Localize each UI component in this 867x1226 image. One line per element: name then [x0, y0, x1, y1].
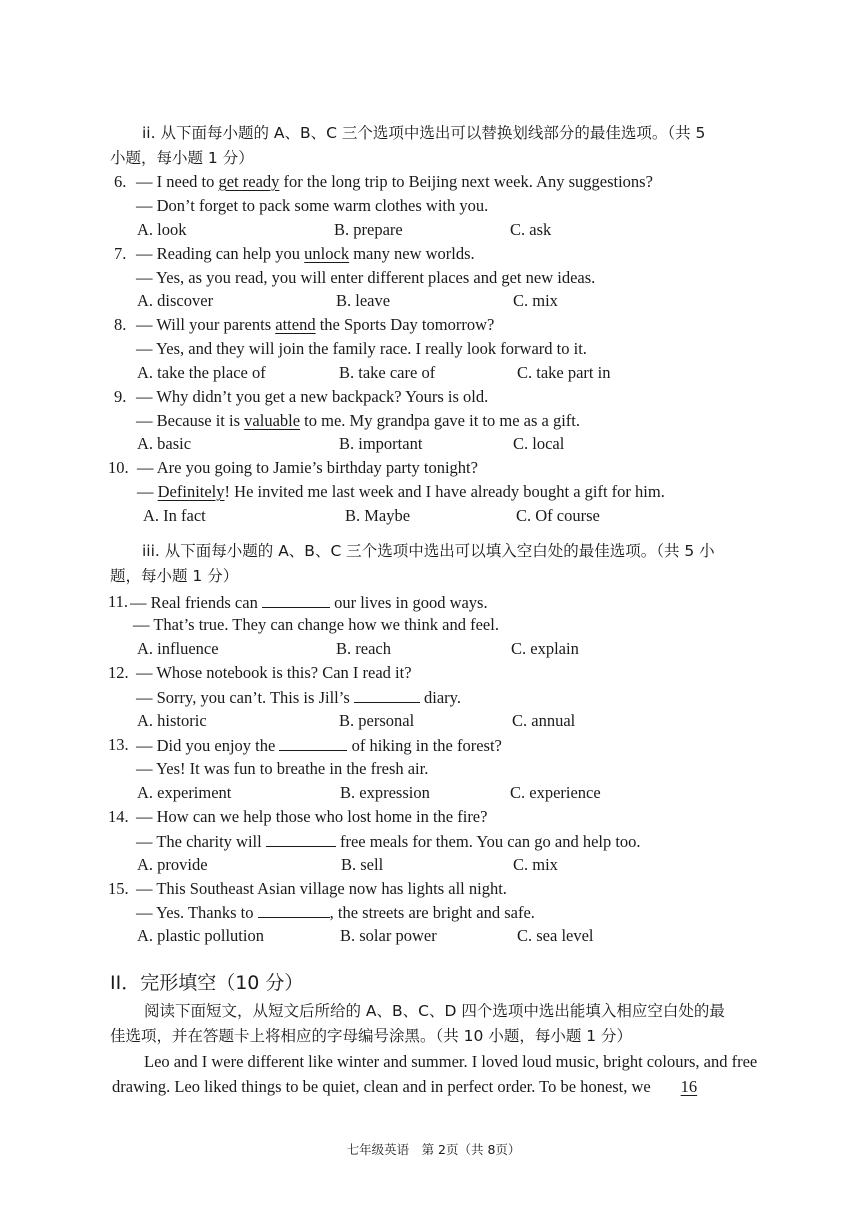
q6-line2: — Don’t forget to pack some warm clothes with you. — [136, 196, 489, 215]
q14-number: 14. — [108, 807, 129, 826]
q10-underlined: Definitely — [157, 482, 225, 501]
q12-option-c: C. annual — [512, 711, 576, 730]
q8-option-b: B. take care of — [339, 363, 436, 382]
q8-option-a: A. take the place of — [137, 363, 266, 382]
q10-option-c: C. Of course — [516, 506, 600, 525]
q14-line1: — How can we help those who lost home in the fire? — [136, 807, 488, 826]
q9-option-c: C. local — [513, 434, 565, 453]
q11-option-b: B. reach — [336, 639, 391, 658]
q7-number: 7. — [114, 244, 127, 263]
q7-line2: — Yes, as you read, you will enter different places and get new ideas. — [136, 268, 596, 287]
q15-option-c: C. sea level — [517, 926, 594, 945]
q10-line2: — Definitely! He invited me last week and I have already bought a gift for him. — [137, 482, 665, 501]
q14-blank — [266, 831, 336, 847]
q7-option-a: A. discover — [137, 291, 214, 310]
q12-line1: — Whose notebook is this? Can I read it? — [136, 663, 412, 682]
q15-blank — [258, 902, 330, 918]
q14-option-c: C. mix — [513, 855, 558, 874]
q13-number: 13. — [108, 735, 129, 754]
q11-option-c: C. explain — [511, 639, 579, 658]
q15-number: 15. — [108, 879, 129, 898]
q10-option-b: B. Maybe — [345, 506, 411, 525]
q10-option-a: A. In fact — [143, 506, 206, 525]
q7-option-c: C. mix — [513, 291, 558, 310]
q12-line2: — Sorry, you can’t. This is Jill’s diary. — [136, 688, 461, 707]
q11-option-a: A. influence — [137, 639, 219, 658]
q8-line2: — Yes, and they will join the family race. I really look forward to it. — [136, 339, 587, 358]
q8-line1: — Will your parents attend the Sports Day tomorrow? — [136, 315, 495, 334]
q13-option-c: C. experience — [510, 783, 601, 802]
q7-underlined: unlock — [304, 244, 350, 263]
q15-line1: — This Southeast Asian village now has lights all night. — [136, 879, 507, 898]
q14-line2: — The charity will free meals for them. You can go and help too. — [136, 832, 641, 851]
part-ii-instruction-line2: 小题，每小题 1 分） — [110, 149, 254, 167]
section-ii-instruction-line1: 阅读下面短文，从短文后所给的 A、B、C、D 四个选项中选出能填入相应空白处的最 — [144, 1002, 725, 1020]
q6-number: 6. — [114, 172, 127, 191]
q10-line1: — Are you going to Jamie’s birthday party tonight? — [137, 458, 478, 477]
q11-blank — [262, 592, 330, 608]
q12-blank — [354, 687, 420, 703]
q6-option-b: B. prepare — [334, 220, 403, 239]
q9-number: 9. — [114, 387, 127, 406]
q9-underlined: valuable — [244, 411, 301, 430]
section-ii-heading: II．完形填空（10 分） — [110, 972, 304, 994]
q14-option-b: B. sell — [341, 855, 384, 874]
blank-16: 16 — [680, 1077, 698, 1096]
q13-line2: — Yes! It was fun to breathe in the fresh air. — [136, 759, 429, 778]
q12-option-a: A. historic — [137, 711, 207, 730]
part-iii-instruction-line1: iii. 从下面每小题的 A、B、C 三个选项中选出可以填入空白处的最佳选项。（共 5 小 — [142, 542, 715, 560]
q7-line1: — Reading can help you unlock many new worlds. — [136, 244, 475, 263]
q13-blank — [279, 735, 347, 751]
part-ii-instruction-line1: ii. 从下面每小题的 A、B、C 三个选项中选出可以替换划线部分的最佳选项。（共 5 — [142, 124, 706, 142]
q11-number: 11. — [108, 592, 129, 611]
q14-option-a: A. provide — [137, 855, 208, 874]
q9-line2: — Because it is valuable to me. My grandpa gave it to me as a gift. — [136, 411, 581, 430]
q13-option-b: B. expression — [340, 783, 430, 802]
passage-line1: Leo and I were different like winter and summer. I loved loud music, bright colours, and free — [144, 1052, 758, 1071]
q7-option-b: B. leave — [336, 291, 391, 310]
page-footer: 七年级英语 第 2页（共 8页） — [346, 1142, 521, 1157]
q6-option-c: C. ask — [510, 220, 552, 239]
q11-line1: — Real friends can our lives in good ways. — [130, 593, 488, 612]
q11-line2: — That’s true. They can change how we think and feel. — [133, 615, 499, 634]
q6-line1: — I need to get ready for the long trip to Beijing next week. Any suggestions? — [136, 172, 653, 191]
q9-line1: — Why didn’t you get a new backpack? Yours is old. — [136, 387, 489, 406]
q9-option-a: A. basic — [137, 434, 192, 453]
q15-option-b: B. solar power — [340, 926, 437, 945]
q8-underlined: attend — [275, 315, 316, 334]
q13-option-a: A. experiment — [137, 783, 232, 802]
q13-line1: — Did you enjoy the of hiking in the forest? — [136, 736, 502, 755]
q15-line2: — Yes. Thanks to , the streets are bright and safe. — [136, 903, 535, 922]
q12-number: 12. — [108, 663, 129, 682]
part-iii-instruction-line2: 题，每小题 1 分） — [110, 567, 239, 585]
section-ii-instruction-line2: 佳选项，并在答题卡上将相应的字母编号涂黑。（共 10 小题，每小题 1 分） — [110, 1027, 633, 1045]
q6-option-a: A. look — [137, 220, 187, 239]
q8-number: 8. — [114, 315, 127, 334]
q6-underlined: get ready — [218, 172, 280, 191]
q15-option-a: A. plastic pollution — [137, 926, 264, 945]
q10-number: 10. — [108, 458, 129, 477]
q12-option-b: B. personal — [339, 711, 415, 730]
passage-line2: drawing. Leo liked things to be quiet, clean and in perfect order. To be honest, we 16 — [112, 1077, 723, 1097]
q8-option-c: C. take part in — [517, 363, 611, 382]
q9-option-b: B. important — [339, 434, 423, 453]
